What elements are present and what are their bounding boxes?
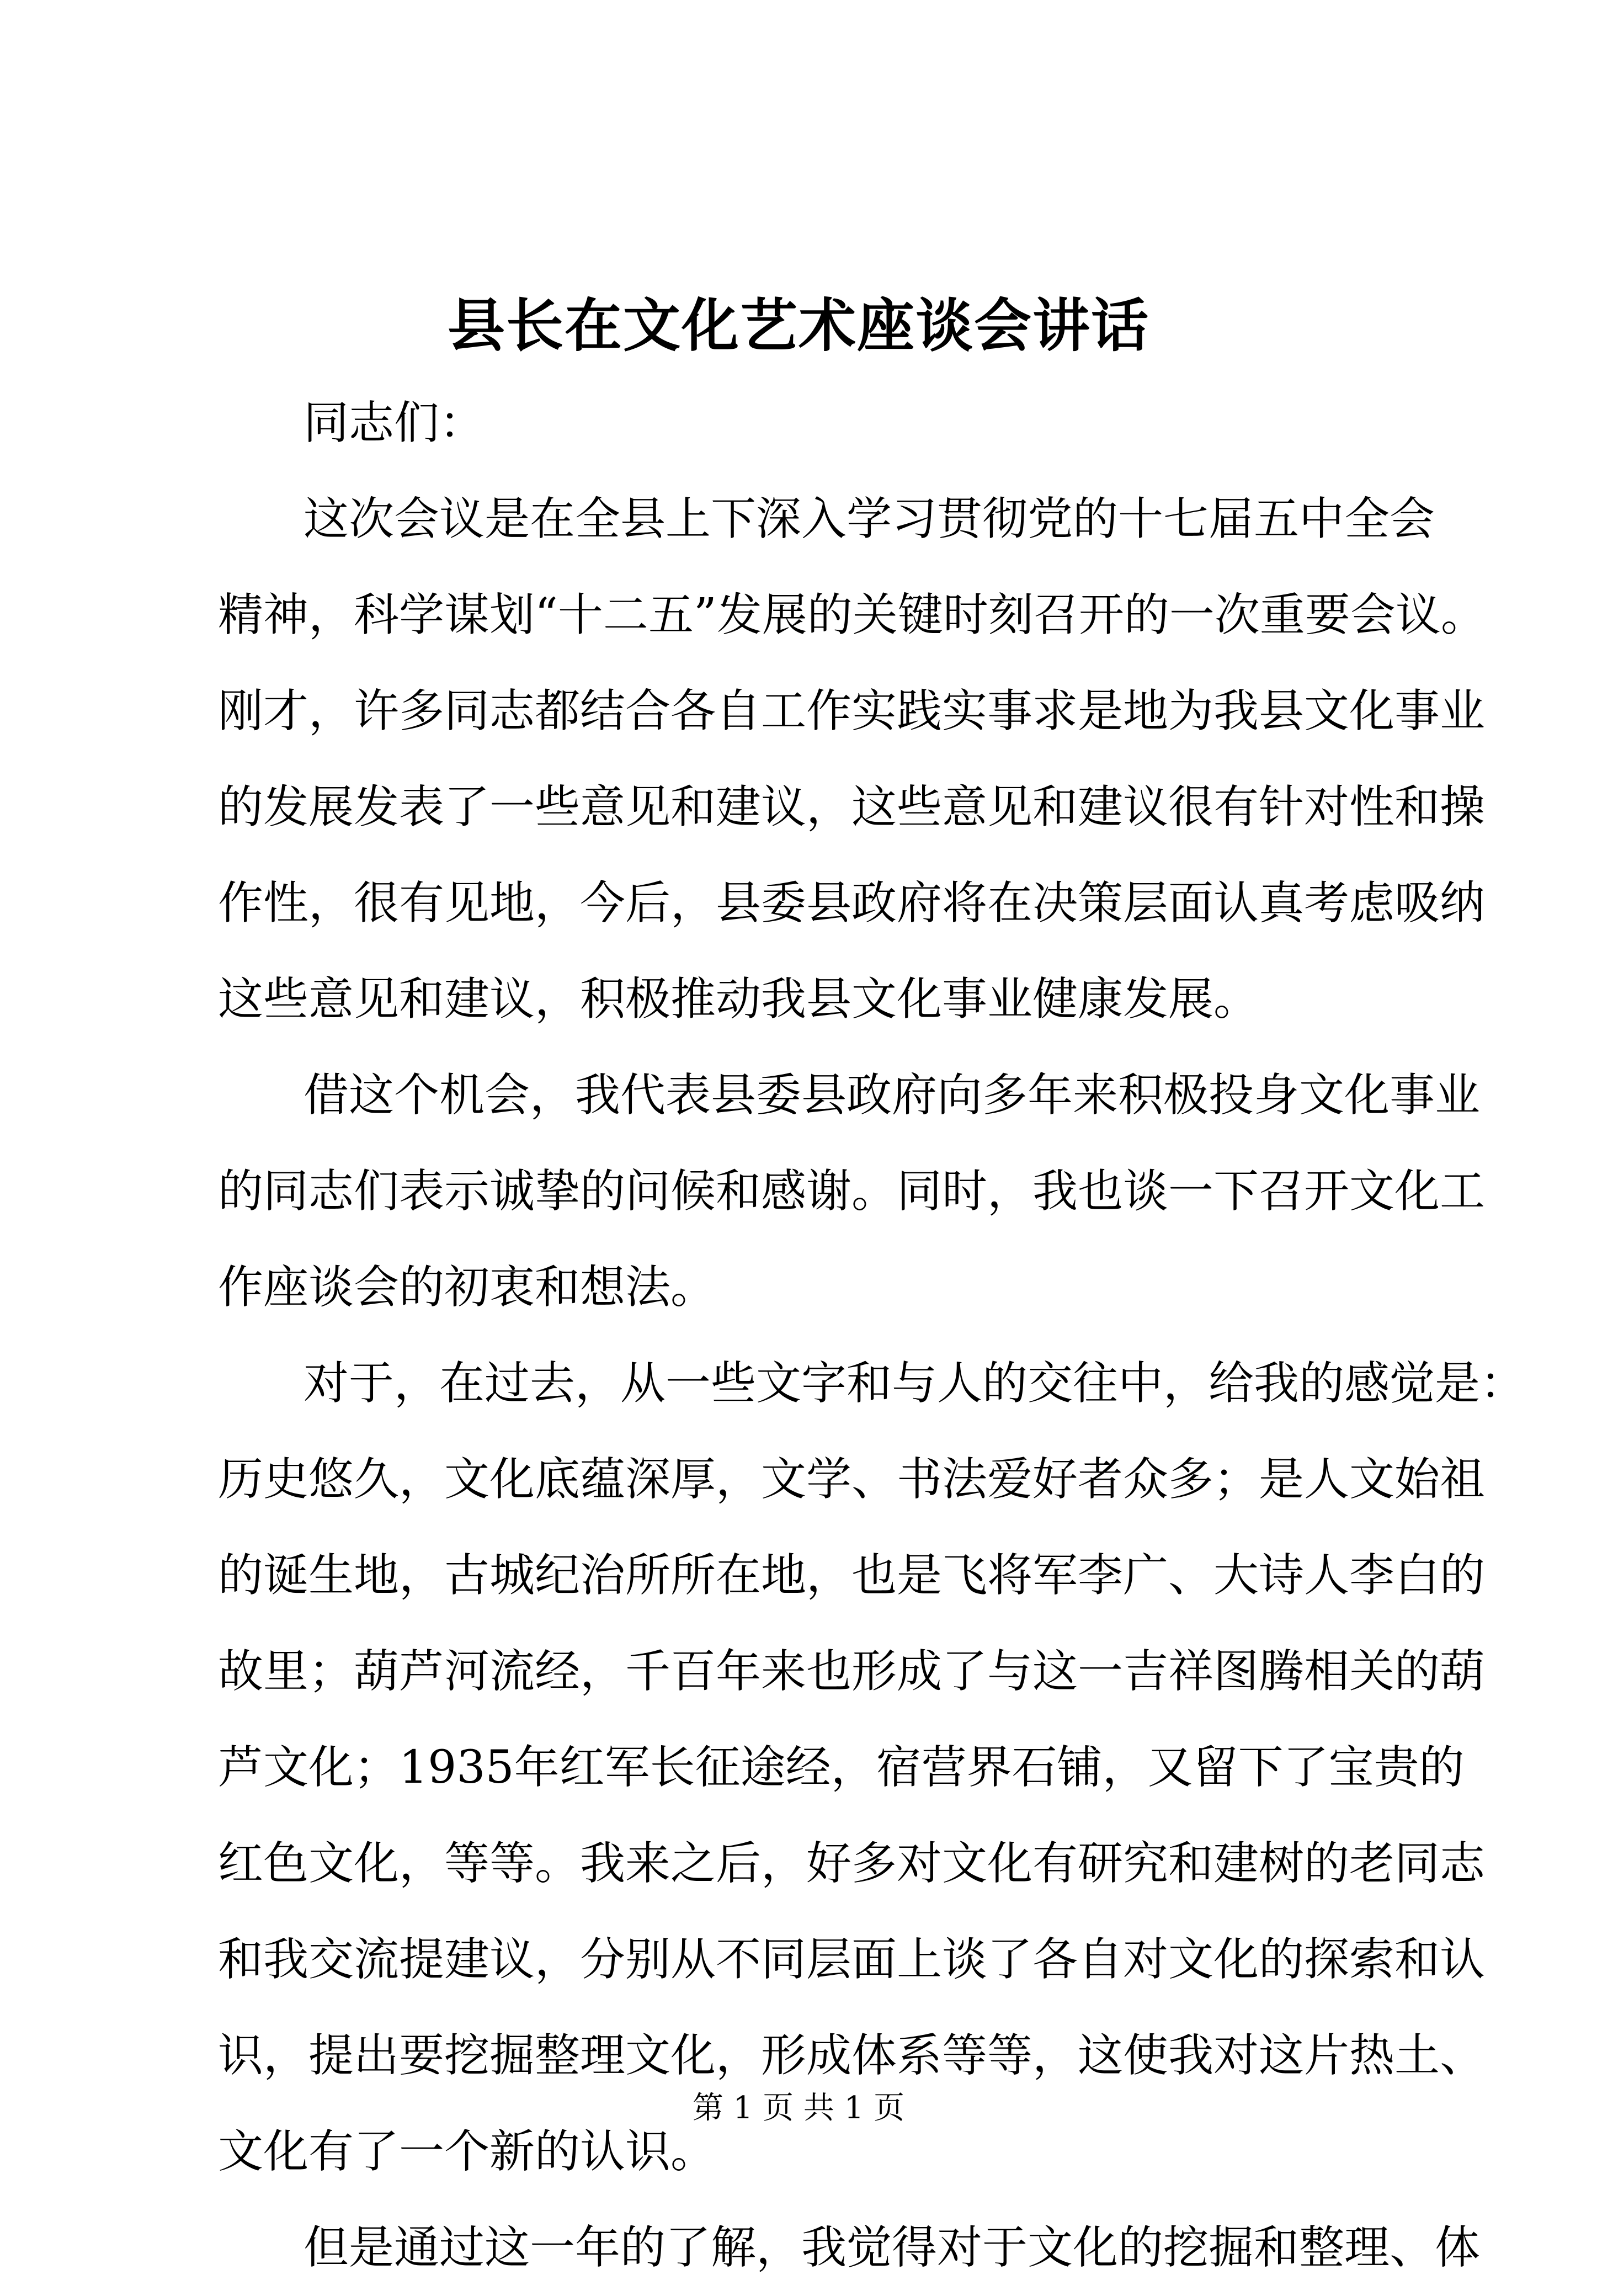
- page-footer: 第 1 页 共 1 页: [692, 2090, 905, 2126]
- body-line: 的发展发表了一些意见和建议，这些意见和建议很有针对性和操: [218, 781, 1486, 833]
- body-line: 的诞生地，古城纪治所所在地，也是飞将军李广、大诗人李白的: [218, 1549, 1486, 1602]
- body-line: 作座谈会的初衷和想法。: [218, 1261, 716, 1314]
- body-line: 故里；葫芦河流经，千百年来也形成了与这一吉祥图腾相关的葫: [218, 1645, 1486, 1698]
- body-line: 和我交流提建议，分别从不同层面上谈了各自对文化的探索和认: [218, 1933, 1486, 1986]
- body-line: 借这个机会，我代表县委县政府向多年来积极投身文化事业: [304, 1069, 1481, 1122]
- document-body: [218, 375, 1526, 2296]
- body-line: 对于，在过去，从一些文字和与人的交往中，给我的感觉是：: [304, 1357, 1526, 1410]
- body-line: 作性，很有见地，今后，县委县政府将在决策层面认真考虑吸纳: [218, 877, 1486, 929]
- body-line: 文化有了一个新的认识。: [218, 2125, 716, 2178]
- body-line: 但是通过这一年的了解，我觉得对于文化的挖掘和整理、体: [304, 2221, 1481, 2274]
- body-line: 这些意见和建议，积极推动我县文化事业健康发展。: [218, 973, 1259, 1025]
- body-line: 精神，科学谋划“十二五”发展的关键时刻召开的一次重要会议。: [218, 589, 1486, 641]
- body-line: 芦文化；1935年红军长征途经，宿营界石铺，又留下了宝贵的: [218, 1741, 1465, 1794]
- body-line: 红色文化，等等。我来之后，好多对文化有研究和建树的老同志: [218, 1837, 1486, 1890]
- body-line: 这次会议是在全县上下深入学习贯彻党的十七届五中全会: [304, 493, 1435, 545]
- document-title: 县长在文化艺术座谈会讲话: [447, 291, 1149, 359]
- body-line: 的同志们表示诚挚的问候和感谢。同时，我也谈一下召开文化工: [218, 1165, 1486, 1218]
- body-line: 刚才，许多同志都结合各自工作实践实事求是地为我县文化事业: [218, 685, 1486, 737]
- body-line: 历史悠久，文化底蕴深厚，文学、书法爱好者众多；是人文始祖: [218, 1453, 1486, 1506]
- body-line: 识，提出要挖掘整理文化，形成体系等等，这使我对这片热土、: [218, 2029, 1486, 2082]
- salutation-line: 同志们：: [304, 397, 485, 449]
